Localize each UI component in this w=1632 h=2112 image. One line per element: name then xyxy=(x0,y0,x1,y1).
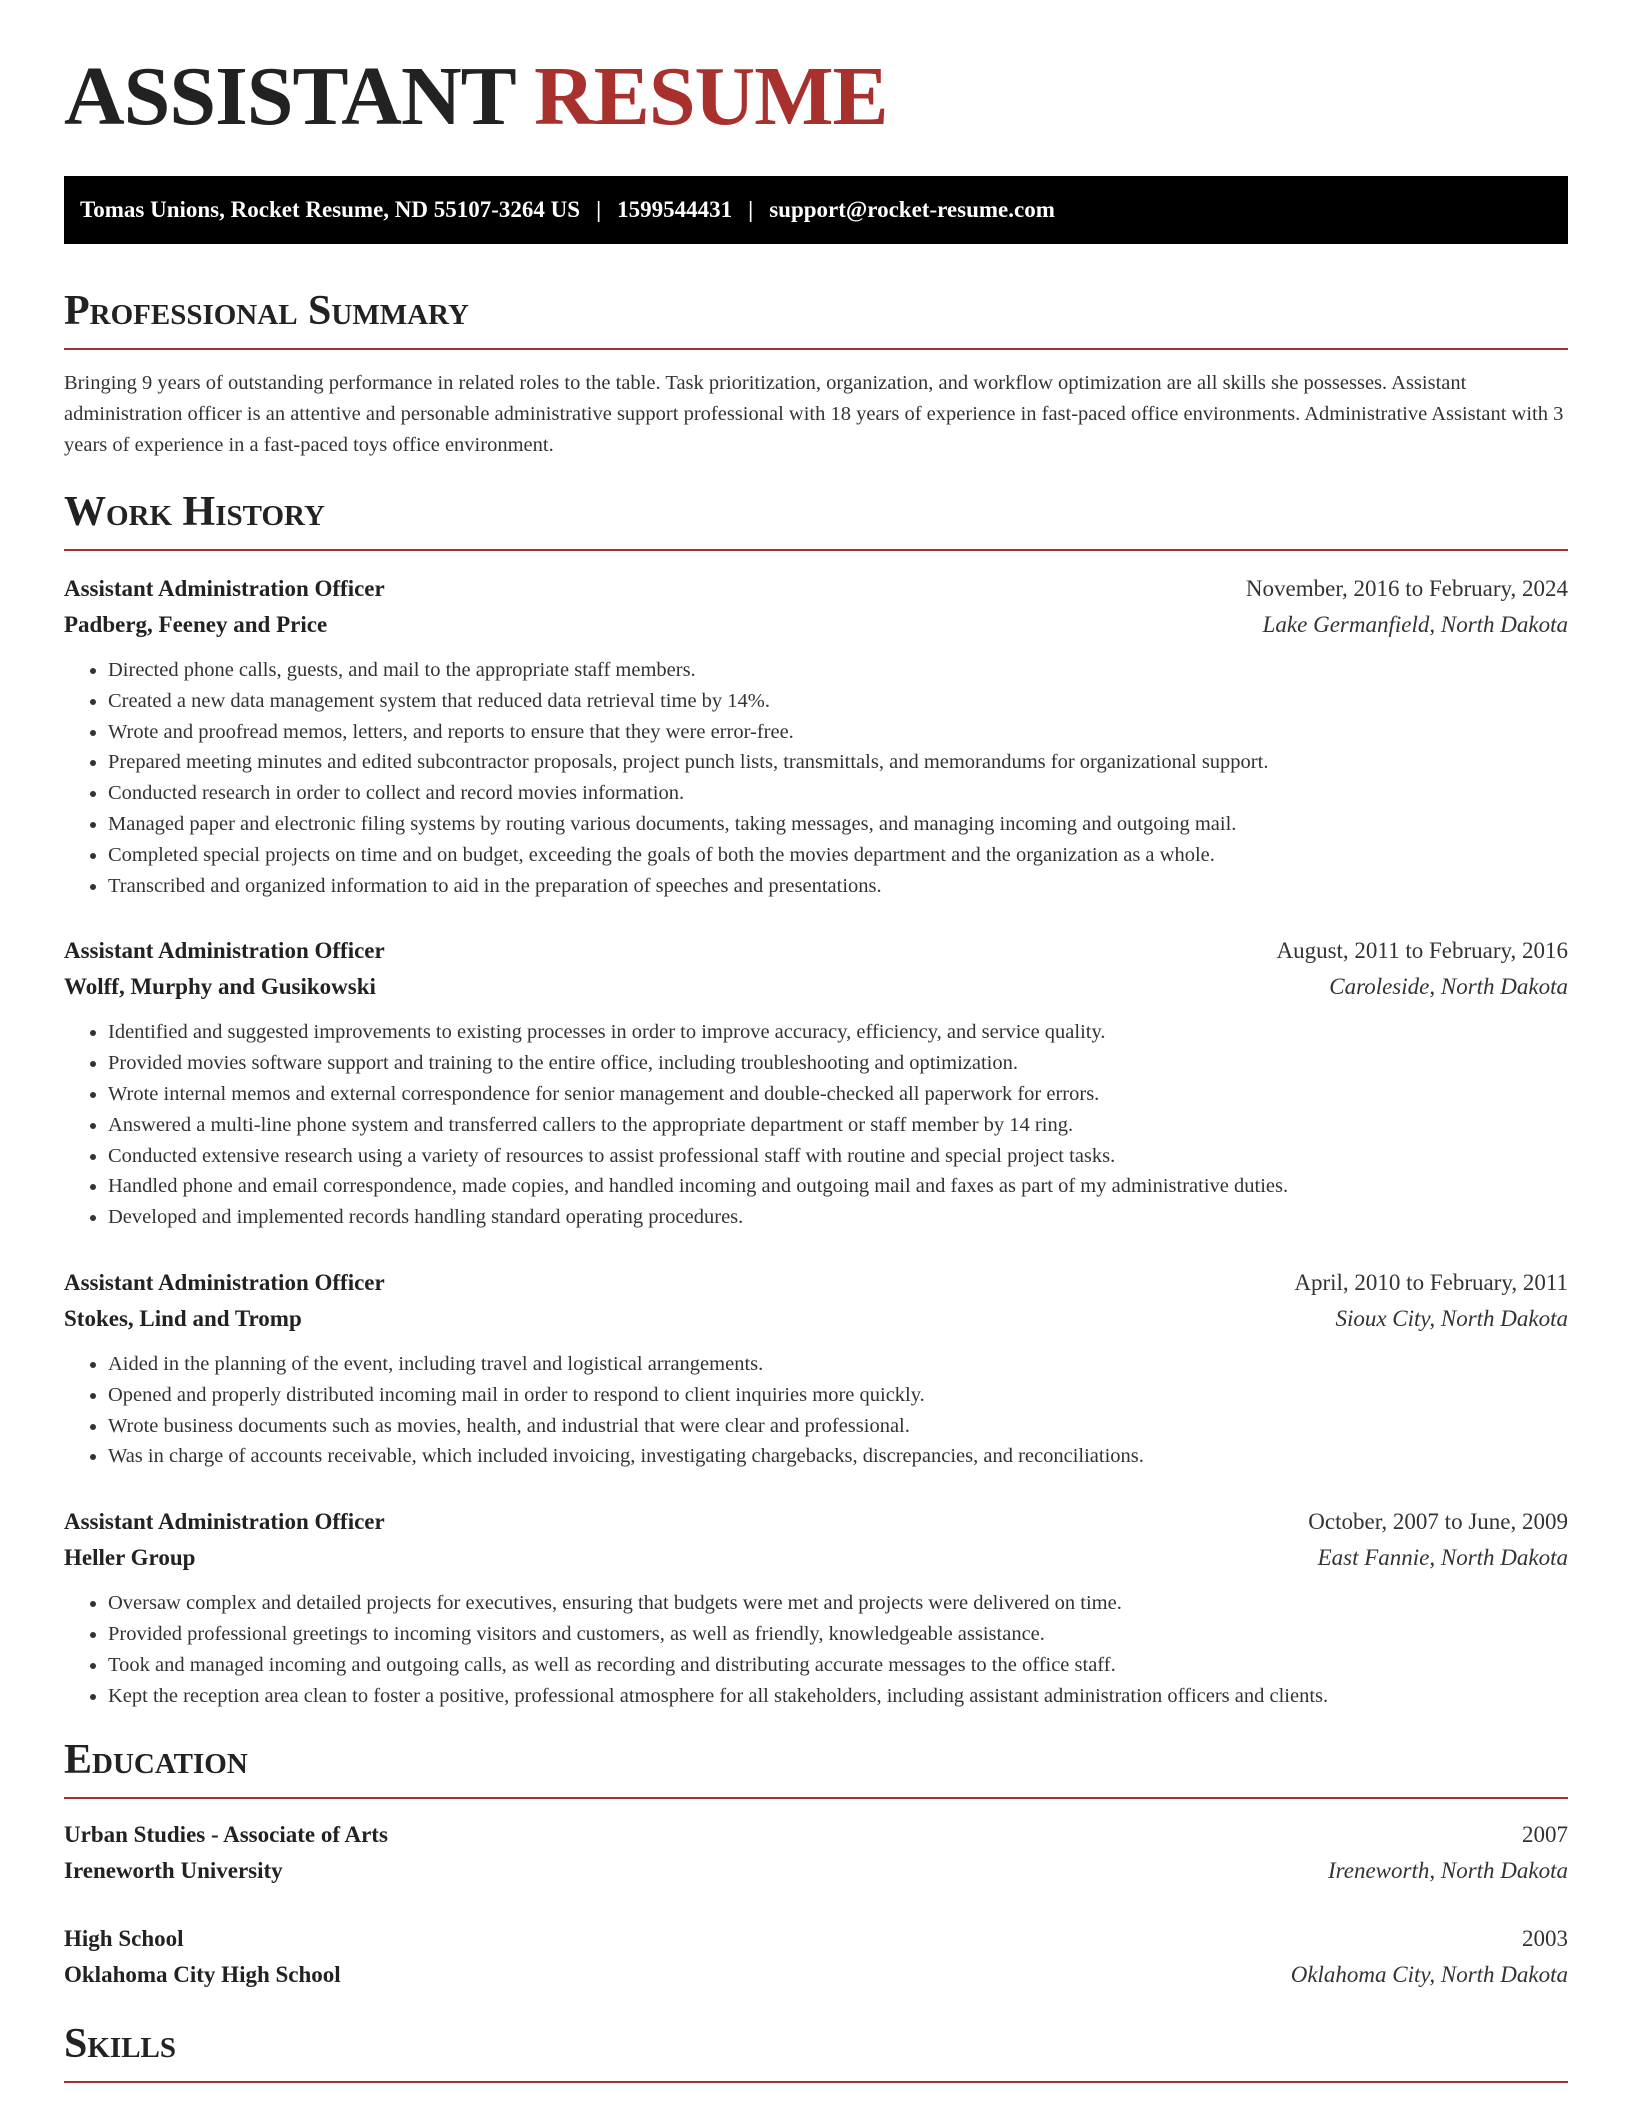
education-year: 2007 xyxy=(1522,1822,1568,1848)
job-bullet: • Took and managed incoming and outgoing calls, as well as recording and distributing accurate messages to the office staff. xyxy=(108,1650,1568,1681)
job-bullet: • Created a new data management system that reduced data retrieval time by 14%. xyxy=(108,686,1568,717)
section-heading-education: Education xyxy=(64,1739,1568,1799)
job-bullet: • Completed special projects on time and on budget, exceeding the goals of both the movies department and the organization as a whole. xyxy=(108,840,1568,871)
job-bullet-list xyxy=(64,1588,1568,1711)
job-bullet: • Wrote and proofread memos, letters, and reports to ensure that they were error-free. xyxy=(108,717,1568,748)
job-bullet: • Transcribed and organized information to aid in the preparation of speeches and presentations. xyxy=(108,871,1568,902)
job-bullet: • Conducted research in order to collect and record movies information. xyxy=(108,778,1568,809)
title-main: ASSISTANT xyxy=(64,50,515,143)
job-location: Lake Germanfield, North Dakota xyxy=(1262,612,1568,637)
job-location: Sioux City, North Dakota xyxy=(1335,1305,1568,1331)
job-bullet: • Wrote business documents such as movies, health, and industrial that were clear and professional. xyxy=(108,1411,1568,1442)
job-bullet: • Handled phone and email correspondence, made copies, and handled incoming and outgoing mail and faxes as part of my administrative duties. xyxy=(108,1171,1568,1202)
job-bullet: • Provided movies software support and training to the entire office, including troubleshooting and optimization. xyxy=(108,1048,1568,1079)
job-bullet: • Was in charge of accounts receivable, which included invoicing, investigating chargebacks, discrepancies, and reconciliations. xyxy=(108,1441,1568,1472)
job-company: Padberg, Feeney and Price xyxy=(64,612,328,637)
job-company: Wolff, Murphy and Gusikowski xyxy=(64,974,376,1000)
job-company: Stokes, Lind and Tromp xyxy=(64,1305,302,1331)
job-header-row xyxy=(64,571,1568,607)
contact-separator: | xyxy=(748,197,754,222)
education-school-row xyxy=(64,1853,1568,1889)
contact-phone: 1599544431 xyxy=(617,197,733,222)
education-location: Oklahoma City, North Dakota xyxy=(1290,1962,1568,1988)
job-entry xyxy=(64,1265,1568,1472)
job-bullet: • Prepared meeting minutes and edited subcontractor proposals, project punch lists, transmittals, and memorandums for organizational support. xyxy=(108,747,1568,778)
contact-bar xyxy=(64,176,1568,244)
job-bullet-list xyxy=(64,1017,1568,1233)
job-bullet: • Kept the reception area clean to foster a positive, professional atmosphere for all stakeholders, including assistant administration officers and clients. xyxy=(108,1681,1568,1712)
education-entry xyxy=(64,1817,1568,1889)
job-location: East Fannie, North Dakota xyxy=(1317,1545,1568,1571)
job-bullet: • Conducted extensive research using a variety of resources to assist professional staff with routine and special project tasks. xyxy=(108,1141,1568,1172)
job-company-row xyxy=(64,1540,1568,1576)
education-school-row xyxy=(64,1957,1568,1993)
job-header-row xyxy=(64,1504,1568,1540)
education-location: Ireneworth, North Dakota xyxy=(1328,1858,1568,1884)
job-bullet: • Identified and suggested improvements to existing processes in order to improve accuracy, efficiency, and service quality. xyxy=(108,1017,1568,1048)
job-title: Assistant Administration Officer xyxy=(64,938,385,964)
title-accent: RESUME xyxy=(534,50,888,143)
job-bullet: • Answered a multi-line phone system and transferred callers to the appropriate department or staff member by 14 ring. xyxy=(108,1110,1568,1141)
education-degree: Urban Studies - Associate of Arts xyxy=(64,1822,388,1848)
education-header-row xyxy=(64,1817,1568,1853)
job-entry xyxy=(64,933,1568,1233)
job-bullet: • Developed and implemented records handling standard operating procedures. xyxy=(108,1202,1568,1233)
job-dates: August, 2011 to February, 2016 xyxy=(1276,938,1568,964)
job-dates: April, 2010 to February, 2011 xyxy=(1294,1269,1568,1295)
job-company-row xyxy=(64,969,1568,1005)
job-dates: November, 2016 to February, 2024 xyxy=(1245,576,1568,601)
job-title: Assistant Administration Officer xyxy=(64,1269,385,1295)
job-entry xyxy=(64,1504,1568,1711)
section-heading-work-history: Work History xyxy=(64,491,1568,551)
job-bullet: • Wrote internal memos and external correspondence for senior management and double-checked all paperwork for errors. xyxy=(108,1079,1568,1110)
job-bullet: • Provided professional greetings to incoming visitors and customers, as well as friendly, knowledgeable assistance. xyxy=(108,1619,1568,1650)
job-bullet: • Aided in the planning of the event, including travel and logistical arrangements. xyxy=(108,1349,1568,1380)
job-bullet: • Opened and properly distributed incoming mail in order to respond to client inquiries more quickly. xyxy=(108,1380,1568,1411)
education-school: Oklahoma City High School xyxy=(64,1962,341,1988)
summary-text: Bringing 9 years of outstanding performance in related roles to the table. Task prioritization, organization, and workflow optimization are all skills she possesses. Assistant administration officer is an attentive and personable administrative support professional with 18 years of experience in fast-paced office environments. Administrative Assistant with 3 years of experience in a fast-paced toys office environment. xyxy=(64,372,1564,456)
education-year: 2003 xyxy=(1522,1926,1568,1952)
job-header-row xyxy=(64,1265,1568,1301)
job-company: Heller Group xyxy=(64,1545,196,1571)
education-header-row xyxy=(64,1921,1568,1957)
job-location: Caroleside, North Dakota xyxy=(1329,974,1568,1000)
contact-address: Tomas Unions, Rocket Resume, ND 55107-3264 US xyxy=(80,197,581,222)
job-bullet: • Directed phone calls, guests, and mail to the appropriate staff members. xyxy=(108,655,1568,686)
education-school: Ireneworth University xyxy=(64,1858,283,1884)
education-entry xyxy=(64,1921,1568,1993)
section-heading-summary: Professional Summary xyxy=(64,290,1568,350)
contact-separator: | xyxy=(596,197,602,222)
section-heading-skills: Skills xyxy=(64,2023,1568,2083)
job-company-row xyxy=(64,1301,1568,1337)
job-bullet-list xyxy=(64,655,1568,901)
job-company-row xyxy=(64,607,1568,643)
job-title: Assistant Administration Officer xyxy=(64,576,385,601)
job-dates: October, 2007 to June, 2009 xyxy=(1308,1509,1568,1535)
page-title xyxy=(64,0,1568,143)
job-entry xyxy=(64,571,1568,901)
job-title: Assistant Administration Officer xyxy=(64,1509,385,1535)
job-bullet: • Oversaw complex and detailed projects for executives, ensuring that budgets were met and projects were delivered on time. xyxy=(108,1588,1568,1619)
job-bullet-list xyxy=(64,1349,1568,1472)
job-bullet: • Managed paper and electronic filing systems by routing various documents, taking messages, and managing incoming and outgoing mail. xyxy=(108,809,1568,840)
education-degree: High School xyxy=(64,1926,184,1952)
contact-email: support@rocket-resume.com xyxy=(769,197,1055,222)
job-header-row xyxy=(64,933,1568,969)
